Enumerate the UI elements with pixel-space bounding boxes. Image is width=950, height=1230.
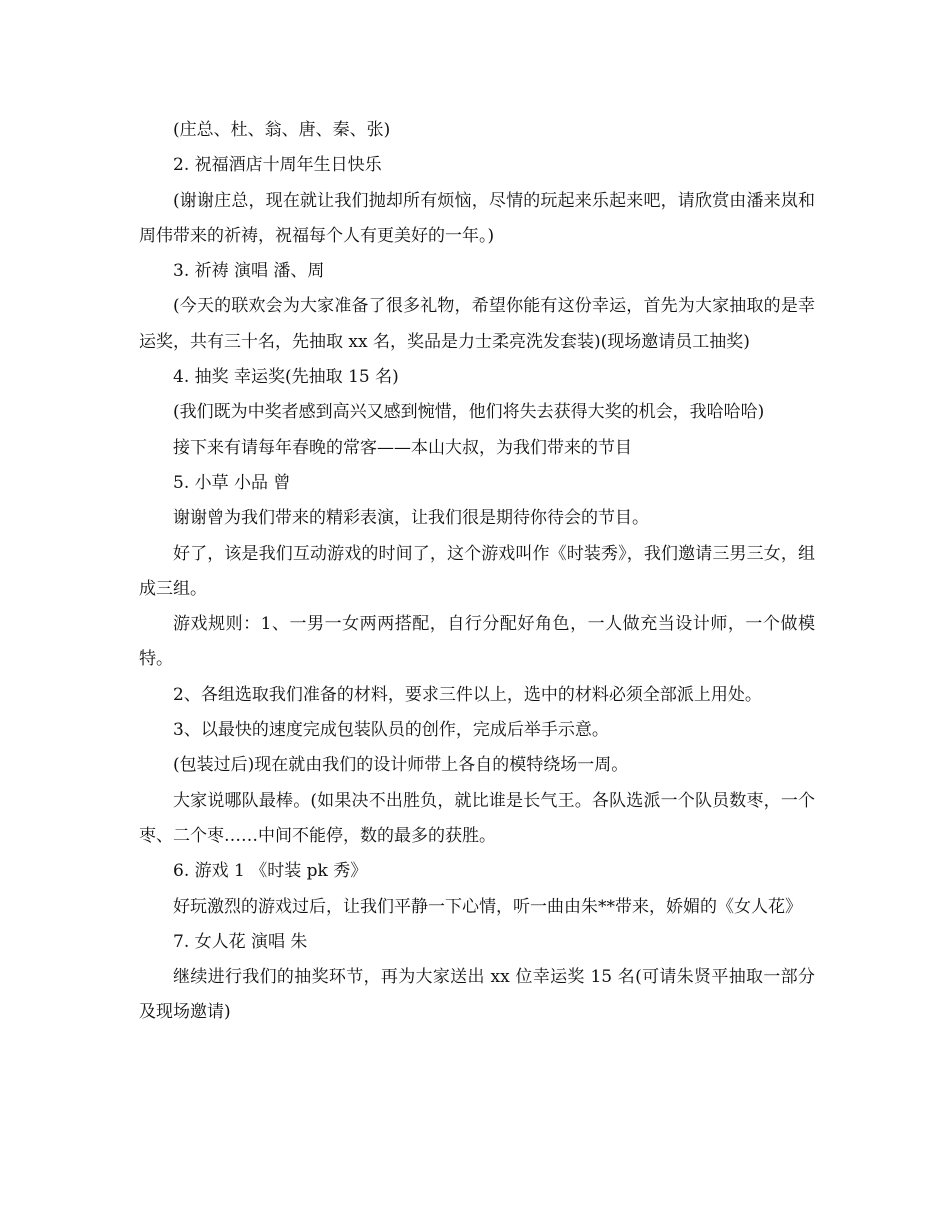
paragraph-item-3: 3. 祈祷 演唱 潘、周 xyxy=(173,261,325,282)
paragraph-game-rule-2: 2、各组选取我们准备的材料，要求三件以上，选中的材料必须全部派上用处。 xyxy=(173,684,762,705)
paragraph-host-remark-2: (今天的联欢会为大家准备了很多礼物，希望你能有这份幸运，首先为大家抽取的是幸运奖，共有三十名，先抽取 xx 名，奖品是力士柔亮洗发套装)(现场邀请员工抽奖) xyxy=(139,296,815,352)
paragraph-song-intro: 好玩激烈的游戏过后，让我们平静一下心情，听一曲由朱**带来，娇媚的《女人花》 xyxy=(173,896,802,917)
paragraph-item-4: 4. 抽奖 幸运奖(先抽取 15 名) xyxy=(173,367,399,388)
paragraph-after-packing: (包装过后)现在就由我们的设计师带上各自的模特绕场一周。 xyxy=(173,755,629,776)
paragraph-thanks: 谢谢曾为我们带来的精彩表演，让我们很是期待你待会的节目。 xyxy=(173,508,649,529)
paragraph-game-intro: 好了，该是我们互动游戏的时间了，这个游戏叫作《时装秀》，我们邀请三男三女，组成三组。 xyxy=(139,543,815,599)
paragraph-host-remark-3: (我们既为中奖者感到高兴又感到惋惜，他们将失去获得大奖的机会，我哈哈哈) xyxy=(173,402,765,423)
paragraph-item-5: 5. 小草 小品 曾 xyxy=(173,472,291,493)
paragraph-lottery-continue: 继续进行我们的抽奖环节，再为大家送出 xx 位幸运奖 15 名(可请朱贤平抽取一部分及现场邀请) xyxy=(139,967,815,1023)
paragraph-item-7: 7. 女人花 演唱 朱 xyxy=(173,931,308,952)
paragraph-item-6: 6. 游戏 1 《时装 pk 秀》 xyxy=(173,861,368,882)
paragraph-tiebreak: 大家说哪队最棒。(如果决不出胜负，就比谁是长气王。各队选派一个队员数枣，一个枣、二个枣……中间不能停，数的最多的获胜。 xyxy=(139,790,815,846)
document-body xyxy=(139,113,815,1031)
paragraph-game-rule-3: 3、以最快的速度完成包装队员的创作，完成后举手示意。 xyxy=(173,720,609,741)
paragraph-guest-list: (庄总、杜、翁、唐、秦、张) xyxy=(173,120,391,140)
paragraph-host-remark-1: (谢谢庄总，现在就让我们抛却所有烦恼，尽情的玩起来乐起来吧，请欣赏由潘来岚和周伟带来的祈祷，祝福每个人有更美好的一年。) xyxy=(139,190,815,246)
paragraph-intro-sketch: 接下来有请每年春晚的常客——本山大叔，为我们带来的节目 xyxy=(173,437,632,458)
paragraph-game-rule-1: 游戏规则：1、一男一女两两搭配，自行分配好角色，一人做充当设计师，一个做模特。 xyxy=(139,614,815,670)
paragraph-item-2: 2. 祝福酒店十周年生日快乐 xyxy=(173,155,382,176)
